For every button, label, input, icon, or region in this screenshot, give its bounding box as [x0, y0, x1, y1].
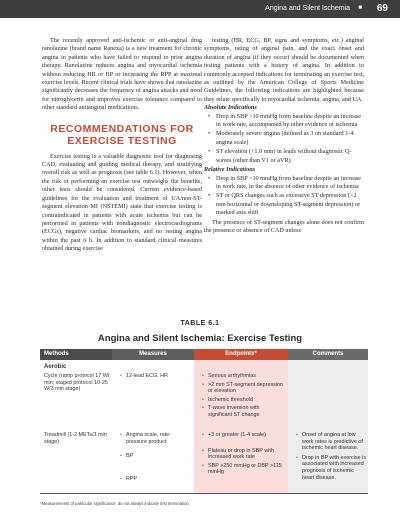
ranolazine-paragraph: The recently approved anti-ischemic or anti-anginal drug ranolazine (brand name Ranexa) is a new treatment for chronic angina in patients who have failed to respond to prior angina therapy. Ranolazine reduces angina and myocardial ischemia without reducing HR or BP or increasing the RPP at maximal exercise levels. Recent clinical trials have shown that ranolazine significantly decreases the frequency of angina attacks and need for nitroglycerin and improves exercise tolerance compared to other standard antianginal medications. [42, 37, 202, 112]
st-segment-paragraph: The presence of ST-segment changes alone does not confirm the presence or absence of CAD unless [204, 218, 364, 234]
list-item: • +3 or greater (1-4 scale) [208, 432, 284, 439]
section-heading: RECOMMENDATIONS FOR EXERCISE TESTING [50, 122, 194, 147]
table-bottom-rule [40, 493, 368, 494]
table-header-row [40, 349, 368, 360]
absolute-indications-heading: Absolute Indications [204, 104, 257, 112]
page-number: 69 [376, 3, 388, 14]
exercise-testing-table [40, 349, 368, 497]
list-item: • Serious arrhythmias [208, 373, 284, 380]
list-item: • Moderately severe angina (defined as 3 on standard 1-4 angina scale) [216, 130, 364, 147]
list-item: • SBP >250 mmHg or DBP >115 mmHg [208, 463, 284, 476]
row2-comments [294, 432, 366, 483]
testing-continued-paragraph: testing (HR, ECG, BP, signs and symptoms, etc.) anginal symptoms, rating of anginal pain, and the exact onset and duration of angina (if they occur) should be documented when testing patients with a history of angina. In addition to commonly accepted indications for terminating an exercise test, as outlined by the American College of Sports Medicine Guidelines, the following indications are highlighted because they relate specifically to myocardial ischemia, angina, and UA. [204, 37, 364, 103]
row1-endpoints [200, 373, 284, 421]
running-title: Angina and Silent Ischemia [265, 5, 350, 12]
list-item: • Plateau or drop in SBP with increased work rate [208, 448, 284, 461]
list-item: • Drop in BP with exercise is associated with increased prognosis of ischemic heart disease. [302, 455, 366, 481]
header-measures: Measures [112, 349, 194, 360]
list-item: • Ischemic threshold [208, 397, 284, 404]
list-item: • RPP [126, 476, 190, 483]
list-item: • BP [126, 453, 190, 460]
header-methods: Methods [40, 349, 112, 360]
header-comments: Comments [288, 349, 368, 360]
list-item: • Onset of angina at low work rates is predictive of ischemic heart disease. [302, 432, 366, 452]
row1-measures [118, 373, 190, 382]
list-item: • Drop in SBP >10 mmHg from baseline despite an increase in work rate, accompanied by other evidence of ischemia [216, 113, 364, 130]
table-title: Angina and Silent Ischemia: Exercise Testing [97, 333, 303, 344]
list-item: • T-wave inversion with significant ST change [208, 405, 284, 418]
list-item: • 12-lead ECG, HR [126, 373, 190, 380]
list-item: • Angina scale, rate-pressure product [126, 432, 190, 445]
list-item: • ST elevation (+1.0 mm) in leads without diagnostic Q-waves (other than V1 or aVR) [216, 148, 364, 165]
aerobic-label: Aerobic [44, 364, 67, 370]
absolute-indications-list [204, 113, 364, 165]
relative-indications-heading: Relative Indications [204, 166, 256, 174]
list-item: • ST or QRS changes such as excessive ST depression (>2 mm horizontal or downsloping ST-segment depression) or marked axis shift [216, 192, 364, 217]
list-item: • Drop in SBP >10 mmHg from baseline despite an increase in work rate, in the absence of other evidence of ischemia [216, 175, 364, 192]
header-bullet-icon: ■ [358, 5, 362, 11]
running-header [0, 0, 400, 18]
right-column [204, 37, 364, 235]
relative-indications-list [204, 175, 364, 218]
row1-method: Cycle (ramp protocol 17 W/ min; staged protocol 10-25 W/3 min stage) [44, 373, 110, 393]
left-column [42, 37, 202, 254]
exercise-testing-paragraph: Exercise testing is a valuable diagnostic tool for diagnosing CAD, evaluating and guiding medical therapy, and stratifying overall risk as well as prognosis (see table 6.1). However, when the risk of performing an exercise test outweighs the benefits, other tests should be considered. Current evidence-based guidelines for the evaluation and treatment of UA/non-ST-segment elevation MI (NSTEMI) state that exercise testing is contraindicated in patients with acute ischemia but can be performed in patients with nondiagnostic electrocardiograms (ECGs), negative cardiac biomarkers, and no resting angina within the past 6 h. In addition to standard clinical measures obtained during exercise [42, 152, 202, 253]
table-label: TABLE 6.1 [180, 320, 220, 327]
list-item: • >2 mm ST-segment depression or elevation [208, 382, 284, 395]
row2-endpoints [200, 432, 284, 478]
row2-measures [118, 432, 190, 484]
row2-method: Treadmill (1-2 METs/3 min stage) [44, 432, 107, 445]
header-endpoints: Endpoints* [194, 349, 288, 360]
table-footnote: *Measurements of particular significance; do not always indicate test termination. [40, 501, 190, 506]
